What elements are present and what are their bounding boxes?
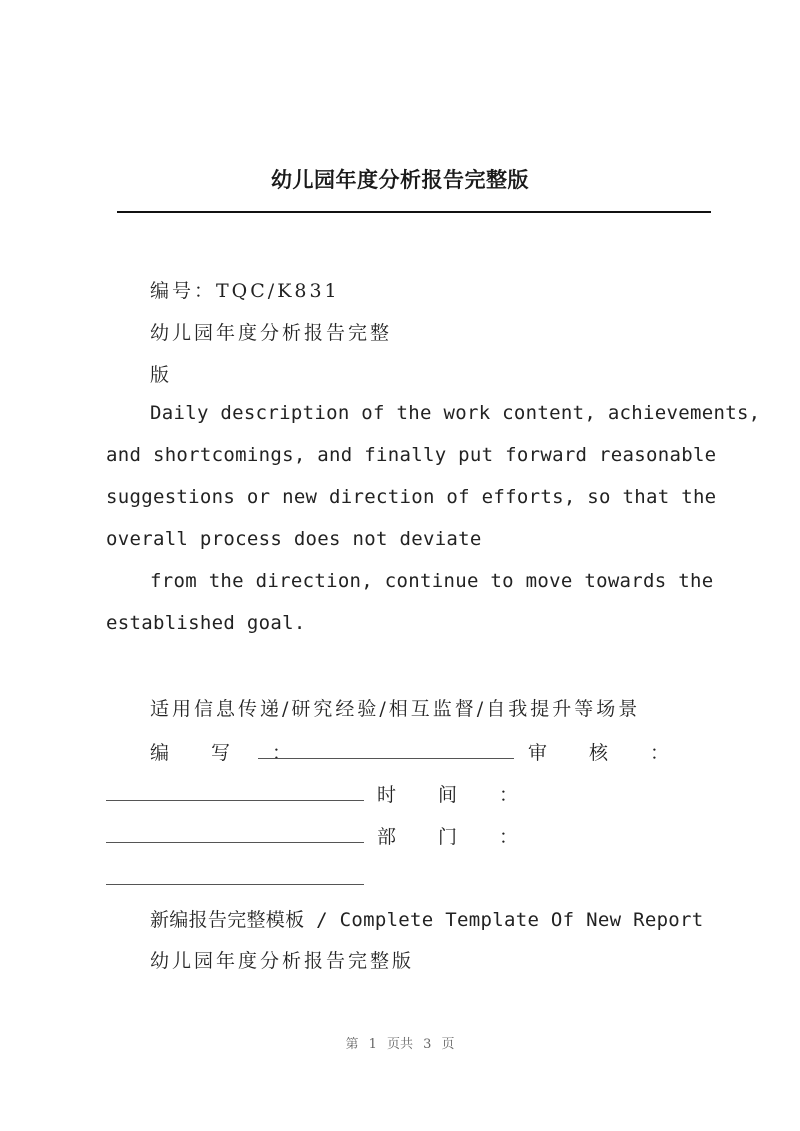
document-name-line-2: 版 — [150, 364, 173, 386]
author-row — [150, 738, 333, 765]
page-number: 第 1 页共 3 页 — [345, 1037, 455, 1052]
author-label: 编写： — [150, 742, 334, 764]
author-field[interactable] — [258, 758, 514, 759]
template-line: 新编报告完整模板 / Complete Template Of New Report — [150, 909, 704, 931]
description-line-3: suggestions or new direction of efforts, so that the — [106, 486, 717, 508]
department-label: 部门： — [377, 826, 561, 848]
description-line-1: Daily description of the work content, achievements, — [150, 402, 761, 424]
description-line-5: from the direction, continue to move towards the — [150, 570, 714, 592]
reviewer-label: 审核： — [528, 742, 712, 764]
reviewer-field[interactable] — [106, 800, 364, 801]
description-line-2: and shortcomings, and finally put forward reasonable — [106, 444, 717, 466]
department-field[interactable] — [106, 884, 364, 885]
document-name-line-1: 幼儿园年度分析报告完整 — [150, 322, 393, 344]
description-line-4: overall process does not deviate — [106, 528, 482, 550]
document-code: 编号：TQC/K831 — [150, 280, 340, 302]
time-field[interactable] — [106, 842, 364, 843]
bottom-title: 幼儿园年度分析报告完整版 — [150, 950, 415, 972]
time-label: 时间： — [377, 784, 561, 806]
title-divider — [117, 211, 711, 213]
description-line-6: established goal. — [106, 612, 306, 634]
scenario-text: 适用信息传递/研究经验/相互监督/自我提升等场景 — [150, 698, 641, 720]
document-title: 幼儿园年度分析报告完整版 — [271, 167, 529, 192]
